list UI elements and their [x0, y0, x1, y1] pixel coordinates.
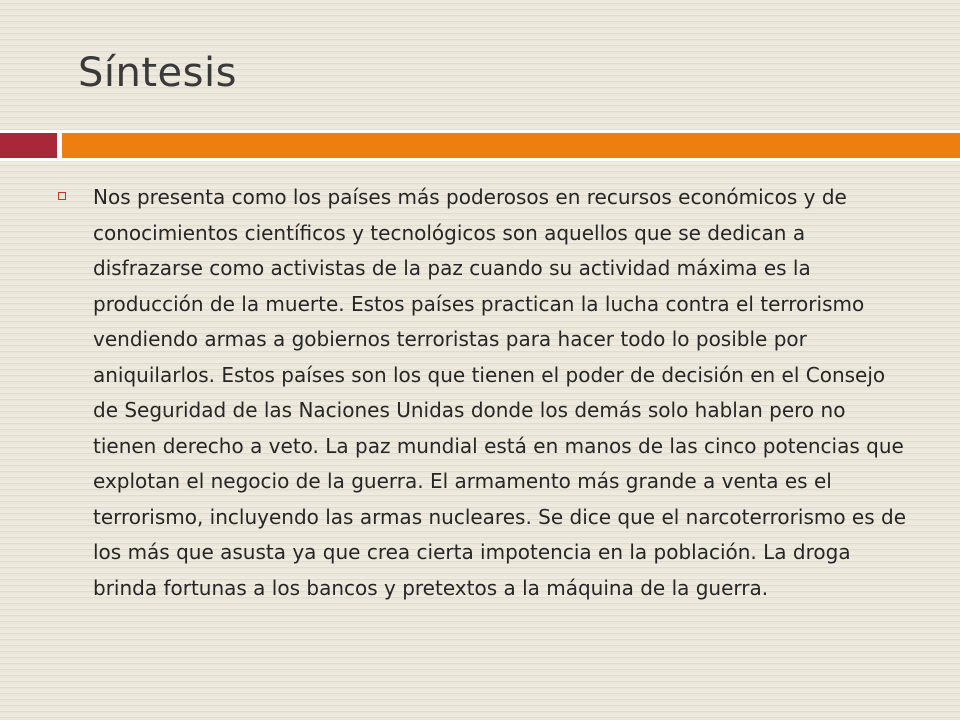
header-bar-orange-segment — [62, 133, 960, 158]
square-outline-bullet-icon — [58, 192, 66, 200]
bullet-text: Nos presenta como los países más poderosos en recursos económicos y de conocimientos científicos y tecnológicos son aquellos que se dedican a disfrazarse como activistas de la paz cuando su actividad máxima es la producción de la muerte. Estos países practican la lucha contra el terrorismo vendiendo armas a gobiernos terroristas para hacer todo lo posible por aniquilarlos. Estos países son los que tienen el poder de decisión en el Consejo de Seguridad de las Naciones Unidas donde los demás solo hablan pero no tienen derecho a veto. La paz mundial está en manos de las cinco potencias que explotan el negocio de la guerra. El armamento más grande a venta es el terrorismo, incluyendo las armas nucleares. Se dice que el narcoterrorismo es de los más que asusta ya que crea cierta impotencia en la población. La droga brinda fortunas a los bancos y pretextos a la máquina de la guerra. — [93, 185, 907, 600]
slide-title: Síntesis — [78, 50, 237, 96]
header-bar-bottom-line — [0, 158, 960, 161]
header-bar-red-segment — [0, 133, 57, 158]
